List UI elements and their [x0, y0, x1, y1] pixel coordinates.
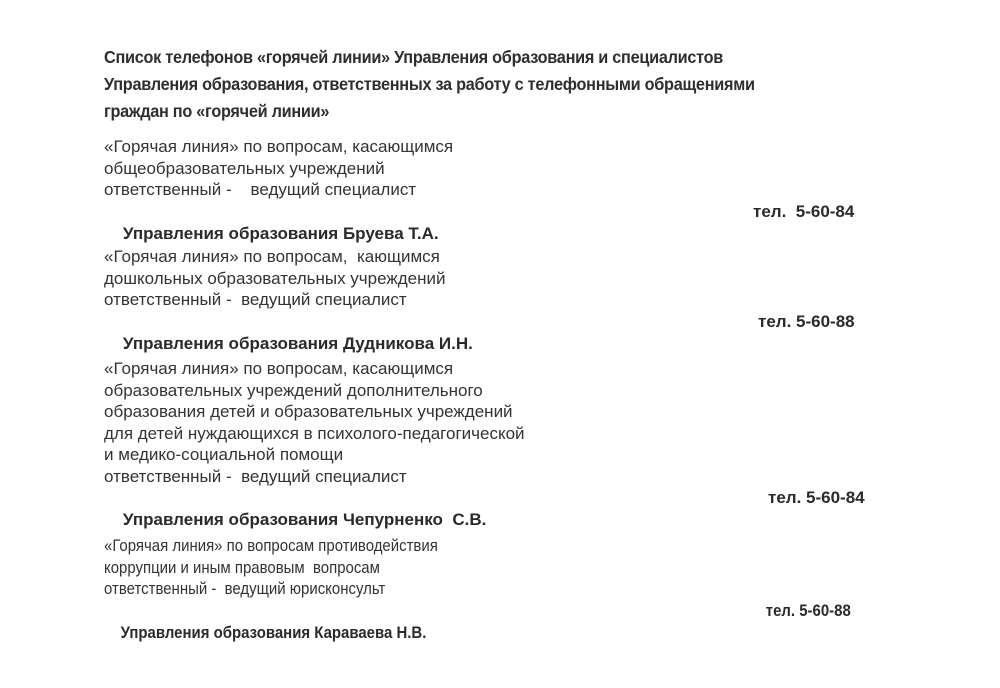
section-description-line: ответственный - ведущий специалист [104, 466, 407, 486]
section-description-line: «Горячая линия» по вопросам, касающимся [104, 137, 454, 156]
phone-number: тел. 5-60-88 [758, 311, 855, 331]
section-description-line: «Горячая линия» по вопросам противодействия [104, 536, 438, 555]
section-description-line: ответственный - ведущий специалист [104, 290, 407, 309]
section-description-line: образовательных учреждений дополнительного [104, 380, 483, 400]
responsible-person-name: Управления образования Караваева Н.В. [120, 622, 427, 642]
section-description-line: общеобразовательных учреждений [104, 158, 385, 178]
document-title [104, 44, 867, 125]
section-description-line: «Горячая линия» по вопросам, кающимся [104, 247, 440, 266]
section-description-line: «Горячая линия» по вопросам, касающимся [104, 359, 454, 378]
section-description-line: и медико-социальной помощи [104, 445, 344, 464]
phone-number: тел. 5-60-88 [765, 600, 851, 620]
phone-number: тел. 5-60-84 [768, 488, 865, 507]
title-line-1: Список телефонов «горячей линии» Управления образования и специалистов [104, 47, 724, 67]
responsible-person-name: Управления образования Бруева Т.А. [122, 223, 439, 243]
section-description-line: дошкольных образовательных учреждений [104, 268, 446, 288]
section-description-line: для детей нуждающихся в психолого-педагогической [104, 423, 525, 443]
responsible-person-row [104, 600, 851, 688]
title-line-3: граждан по «горячей линии» [104, 101, 330, 121]
responsible-person-name: Управления образования Чепурненко С.В. [122, 510, 487, 529]
responsible-person-name: Управления образования Дудникова И.Н. [122, 333, 473, 353]
section-description-line: ответственный - ведущий специалист [104, 180, 417, 199]
title-line-2: Управления образования, ответственных за работу с телефонными обращениями [104, 74, 755, 94]
section-description-line: образования детей и образовательных учреждений [104, 402, 513, 421]
phone-number: тел. 5-60-84 [753, 201, 855, 221]
section-description-line: ответственный - ведущий юрисконсульт [104, 579, 386, 598]
section-description-line: коррупции и иным правовым вопросам [104, 557, 380, 577]
hotline-section-anti-corruption [104, 535, 851, 688]
